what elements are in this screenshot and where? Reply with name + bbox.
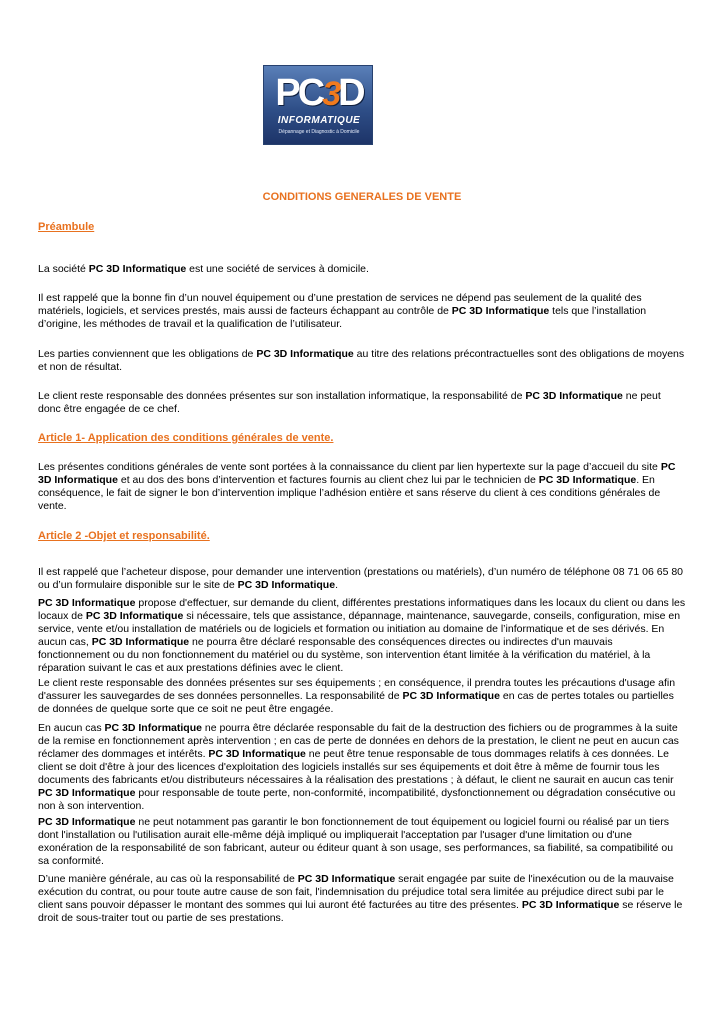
paragraph: PC 3D Informatique ne peut notamment pas garantir le bon fonctionnement de tout équipement ou logiciel fourni ou réalisé par un tiers dont l'installation ou l'utilisation aurait elle-même déjà impliqué ou impliquerait l'acceptation par l'usager d'une limitation ou d'une exonération de la responsabilité de son fabricant, auteur ou éditeur quant à son usage, ses performances, sa fiabilité, sa compatibilité ou sa conformité.: [38, 816, 674, 867]
paragraph: Le client reste responsable des données présentes sur son installation informatique, la responsabilité de PC 3D Informatique ne peut donc être engagée de ce chef.: [38, 390, 661, 415]
paragraph: La société PC 3D Informatique est une société de services à domicile.: [38, 263, 369, 275]
preamble-heading: Préambule: [38, 221, 95, 233]
logo-sub-text: INFORMATIQUE: [277, 115, 361, 126]
paragraph: En aucun cas PC 3D Informatique ne pourra être déclarée responsable du fait de la destruction des fichiers ou de programmes à la suite de la remise en fonctionnement après intervention ; en cas de perte de données en dehors de la prestation, le client ne peut en aucun cas réclamer des dommages et intérêts. PC 3D Informatique ne peut être tenue responsable de tous dommages relatifs à ces données. Le client se doit d'être à jour des licences d'exploitation des logiciels installés sur ses équipements et doit être à même de fournir tous les documents des fabricants et/ou distributeurs nécessaires à la réalisation des prestations ; à défaut, le client ne saurait en aucun cas tenir PC 3D Informatique pour responsable de toute perte, non-conformité, incompatibilité, dysfonctionnement ou dégradation consécutive ou non à son intervention.: [38, 722, 679, 812]
logo-tagline: Dépannage et Diagnostic à Domicile: [278, 129, 360, 135]
document-title: CONDITIONS GENERALES DE VENTE: [262, 191, 462, 203]
article2-heading: Article 2 -Objet et responsabilité.: [38, 530, 210, 542]
logo-main-text: PC3D: [275, 72, 363, 114]
paragraph: Le client reste responsable des données présentes sur ses équipements ; en conséquence, il prendra toutes les précautions d'usage afin d'assurer les sauvegardes de ses données personnelles. La responsabilité de PC 3D Informatique en cas de pertes totales ou partielles de données de quelque sorte que ce soit ne peut être engagée.: [38, 677, 676, 715]
paragraph: Les présentes conditions générales de vente sont portées à la connaissance du client par lien hypertexte sur la page d’accueil du site PC 3D Informatique et au dos des bons d’intervention et factures fournis au client chez lui par le technicien de PC 3D Informatique. En conséquence, le fait de signer le bon d’intervention implique l’adhésion entière et sans réserve du client à ces conditions générales de vente.: [38, 461, 676, 512]
paragraph: Il est rappelé que la bonne fin d’un nouvel équipement ou d’une prestation de services ne dépend pas seulement de la qualité des matériels, logiciels, et services prestés, mais aussi de facteurs échappant au contrôle de PC 3D Informatique tels que l’installation d’origine, les méthodes de travail et la qualification de l’utilisateur.: [38, 292, 647, 330]
company-logo: [263, 65, 373, 145]
paragraph: D’une manière générale, au cas où la responsabilité de PC 3D Informatique serait engagée par suite de l'inexécution ou de la mauvaise exécution du contrat, ou pour toute autre cause de son fait, l'indemnisation du préjudice total sera limitée au préjudice direct subi par le client sans pouvoir dépasser le montant des sommes qui lui auront été facturées au titre des présentes. PC 3D Informatique se réserve le droit de sous-traiter tout ou partie de ses prestations.: [38, 873, 683, 924]
paragraph: Les parties conviennent que les obligations de PC 3D Informatique au titre des relations précontractuelles sont des obligations de moyens et non de résultat.: [38, 348, 685, 373]
article1-heading: Article 1- Application des conditions générales de vente.: [38, 432, 334, 444]
paragraph: Il est rappelé que l’acheteur dispose, pour demander une intervention (prestations ou matériels), d’un numéro de téléphone 08 71 06 65 80 ou d’un formulaire disponible sur le site de PC 3D Informatique.: [38, 566, 684, 591]
paragraph: PC 3D Informatique propose d'effectuer, sur demande du client, différentes prestations informatiques dans les locaux du client ou dans les locaux de PC 3D Informatique si nécessaire, tels que assistance, dépannage, maintenance, sauvegarde, conseils, configuration, mise en service, vente et/ou installation de matériels ou de logiciels et formation ou initiation au domaine de l’informatique et de ses dérivés. En aucun cas, PC 3D Informatique ne pourra être déclaré responsable des conséquences directes ou indirectes d'un mauvais fonctionnement ou du non fonctionnement du matériel ou du système, son intervention étant limitée à la vérification du matériel, à la réparation suivant le cas et aux prestations définies avec le client.: [38, 597, 686, 674]
